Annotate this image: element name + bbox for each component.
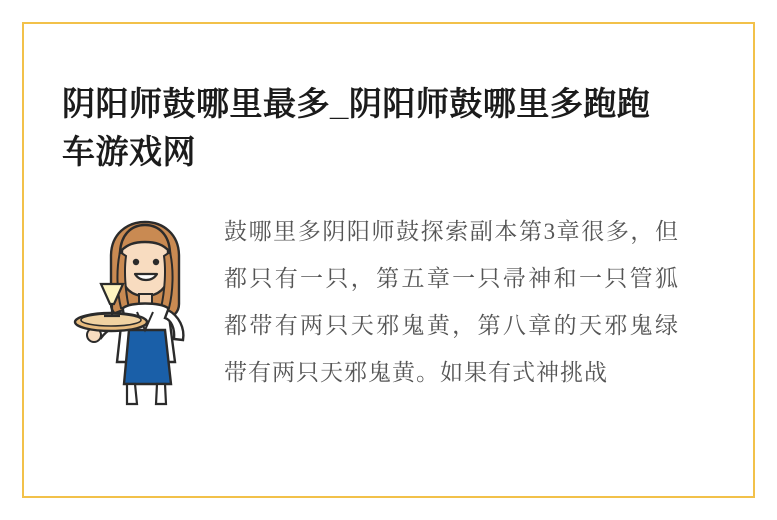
page-title: 阴阳师鼓哪里最多_阴阳师鼓哪里多跑跑车游戏网 (62, 85, 651, 171)
article-row (62, 202, 715, 412)
content-frame (22, 22, 755, 498)
article-paragraph: 鼓哪里多阴阳师鼓探索副本第3章很多，但都只有一只，第五章一只帚神和一只管狐都带有两只天邪鬼黄，第八章的天邪鬼绿带有两只天邪鬼黄。如果有式神挑战 (224, 219, 679, 386)
illustration-container (62, 202, 212, 412)
content-inner (24, 24, 753, 496)
waitress-holding-tray-icon (67, 212, 207, 412)
article-body (212, 202, 715, 396)
